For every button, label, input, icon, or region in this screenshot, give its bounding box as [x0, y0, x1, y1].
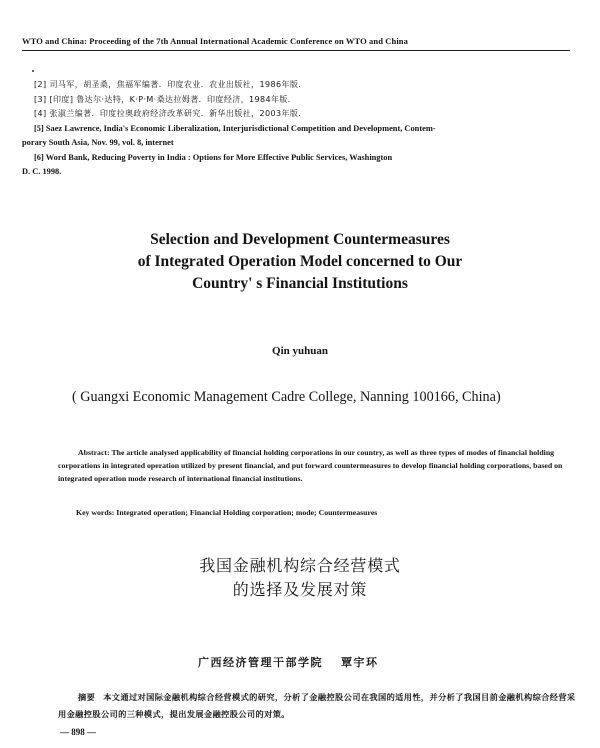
- abstract-text: The article analysed applicability of financial holding corporations in our country, as well as three types of modes of financial holding corporations in integrated operation utilized by present financial, and put forward countermeasures to develop financial holding corporations, based on integrated operation mode research of international financial institutions.: [58, 448, 563, 483]
- chinese-author-name: 覃宇环: [341, 656, 379, 669]
- reference-item: [22, 78, 570, 93]
- reference-item: [22, 151, 570, 166]
- english-title-line: Selection and Development Countermeasures: [150, 231, 450, 248]
- english-keywords: [76, 508, 377, 517]
- chinese-title-line: 我国金融机构综合经营模式: [199, 556, 401, 575]
- keywords-text: Integrated operation; Financial Holding corporation; mode; Countermeasures: [116, 508, 378, 517]
- chinese-title-line: 的选择及发展对策: [232, 580, 368, 599]
- reference-continuation: D. C. 1998.: [22, 167, 62, 176]
- reference-continuation: porary South Asia, Nov. 99, vol. 8, internet: [22, 138, 174, 147]
- reference-number: [4]: [34, 109, 47, 118]
- reference-text: Saez Lawrence, India's Economic Liberalization, Interjurisdictional Competition and Development, Contem-: [45, 123, 436, 133]
- english-title-line: Country' s Financial Institutions: [192, 275, 408, 292]
- chinese-abstract: [58, 689, 578, 723]
- english-title: [60, 229, 540, 295]
- page-number: — 898 —: [60, 727, 96, 737]
- chinese-affiliation: 广西经济管理干部学院: [198, 656, 323, 669]
- margin-dot: [32, 70, 34, 72]
- reference-number: [5]: [34, 123, 44, 133]
- header-rule: [22, 50, 570, 51]
- chinese-author: [198, 654, 379, 670]
- reference-list: [22, 78, 570, 180]
- running-header: WTO and China: Proceeding of the 7th Annual International Academic Conference on WTO and China: [22, 36, 408, 46]
- reference-item: [22, 93, 570, 108]
- reference-text: 司马军，胡圣桑，焦福军编著．印度农业．农业出版社，1986年版．: [49, 80, 307, 89]
- english-author: Qin yuhuan: [272, 345, 328, 357]
- reference-number: [6]: [34, 152, 44, 162]
- chinese-title: [0, 554, 600, 602]
- reference-item: [22, 122, 570, 137]
- reference-number: [2]: [34, 80, 47, 89]
- english-affiliation: ( Guangxi Economic Management Cadre College, Nanning 100166, China): [72, 389, 501, 405]
- chinese-abstract-label: 摘要: [78, 692, 96, 702]
- english-title-line: of Integrated Operation Model concerned to Our: [137, 253, 463, 270]
- reference-number: [3]: [34, 94, 47, 104]
- english-abstract: [58, 446, 568, 485]
- keywords-label: Key words:: [76, 508, 115, 517]
- chinese-abstract-text: 本文通过对国际金融机构综合经营模式的研究，分析了金融控股公司在我国的适用性，并分析了我国目前金融机构综合经营采用金融控股公司的三种模式，提出发展金融控股公司的对策。: [58, 692, 576, 719]
- reference-text: 张淑兰编著．印度拉奥政府经济改革研究．新华出版社，2003年版．: [49, 109, 307, 118]
- reference-text: [印度] 鲁达尔·达特，K·P·M·桑达拉姆著．印度经济，1984年版．: [49, 94, 297, 104]
- abstract-label: Abstract:: [78, 448, 110, 457]
- reference-text: Word Bank, Reducing Poverty in India : Options for More Effective Public Services, Washington: [45, 152, 393, 162]
- reference-item: [22, 107, 570, 122]
